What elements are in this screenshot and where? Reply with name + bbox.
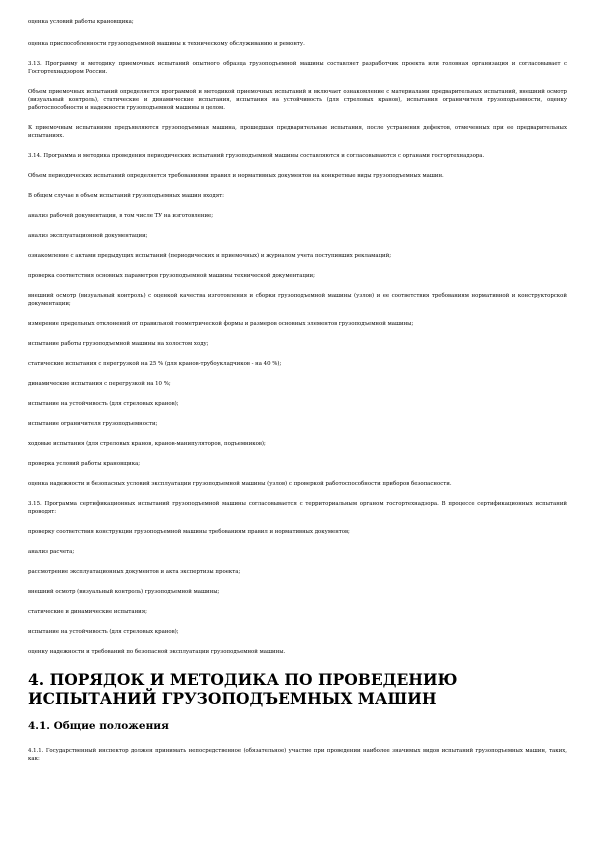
section-heading: 4. ПОРЯДОК И МЕТОДИКА ПО ПРОВЕДЕНИЮ ИСПЫТАНИЙ ГРУЗОПОДЪЕМНЫХ МАШИН (28, 670, 458, 708)
paragraph: проверка условий работы крановщика; (28, 461, 141, 467)
closing-paragraph: 4.1.1. Государственный инспектор должен принимать непосредственное (обязательное) участие при проведении наиболее значимых видов испытаний грузоподъемных машин, таких, как: (28, 748, 567, 762)
paragraph: анализ рабочей документации, в том числе ТУ на изготовление; (28, 213, 214, 219)
paragraph: оценка условий работы крановщика; (28, 19, 134, 25)
paragraph: В общем случае в объем испытаний грузоподъемных машин входят: (28, 193, 224, 199)
paragraph: оценку надежности и требований по безопасной эксплуатации грузоподъемной машины. (28, 649, 286, 655)
paragraph: проверка соответствия основных параметров грузоподъемной машины технической документации; (28, 273, 315, 279)
paragraph: ознакомление с актами предыдущих испытаний (периодических и приемочных) и журналом учета поступивших рекламаций; (28, 253, 392, 259)
paragraph: анализ расчета; (28, 549, 75, 555)
paragraph: 3.14. Программа и методика проведения периодических испытаний грузоподъемной машины составляются и согласовываются с органами госгортехнадзора. (28, 153, 485, 159)
paragraph: проверку соответствия конструкции грузоподъемной машины требованиям правил и нормативных документов; (28, 529, 350, 535)
paragraph: К приемочным испытаниям предъявляются грузоподъемная машина, прошедшая предварительные испытания, после устранения дефектов, отмеченных при ее предварительных испытаниях. (28, 125, 567, 139)
paragraph: оценка надежности и безопасных условий эксплуатации грузоподъемной машины (узлов) с проверкой работоспособности приборов безопасности. (28, 481, 452, 487)
paragraph: испытание работы грузоподъемной машины на холостом ходу; (28, 341, 209, 347)
paragraph: рассмотрение эксплуатационных документов и акта экспертизы проекта; (28, 569, 241, 575)
paragraph: оценка приспособленности грузоподъемной машины к техническому обслуживанию и ремонту. (28, 41, 305, 47)
paragraph: статические и динамические испытания; (28, 609, 147, 615)
paragraph: Объем приемочных испытаний определяется программой и методикой приемочных испытаний и включает ознакомление с материалами предварительных испытаний, внешний осмотр (визуальный контроль), статические и динамические испытания, испытания на устойчивость (для стреловых кранов), испытания ограничителя грузоподъемности, оценку работоспособности и надежности грузоподъемной машины в целом. (28, 89, 567, 111)
paragraph: внешний осмотр (визуальный контроль) грузоподъемной машины; (28, 589, 220, 595)
paragraph: испытание на устойчивость (для стреловых кранов); (28, 629, 179, 635)
paragraph: измерение предельных отклонений от правильной геометрической формы и размеров основных элементов грузоподъемной машины; (28, 321, 414, 327)
paragraph: испытание на устойчивость (для стреловых кранов); (28, 401, 179, 407)
paragraph: Объем периодических испытаний определяется требованиями правил и нормативных документов на конкретные виды грузоподъемных машин. (28, 173, 444, 179)
paragraph: анализ эксплуатационной документации; (28, 233, 148, 239)
paragraph-list (28, 18, 567, 656)
paragraph: статические испытания с перегрузкой на 25 % (для кранов-трубоукладчиков - на 40 %); (28, 361, 282, 367)
paragraph: внешний осмотр (визуальный контроль) с оценкой качества изготовления и сборки грузоподъемной машины (узлов) и ее соответствия требованиям нормативной и конструкторской документации; (28, 293, 567, 307)
paragraph: испытание ограничителя грузоподъемности; (28, 421, 158, 427)
paragraph: 3.15. Программа сертификационных испытаний грузоподъемной машины согласовывается с территориальным органом госгортехнадзора. В процессе сертификационных испытаний проводят: (28, 501, 567, 515)
paragraph: динамические испытания с перегрузкой на 10 %; (28, 381, 171, 387)
paragraph: 3.13. Программу и методику приемочных испытаний опытного образца грузоподъемной машины составляет разработчик проекта или головная организация и согласовывает с Госгортехнадзором России. (28, 61, 567, 75)
subsection-heading: 4.1. Общие положения (28, 720, 169, 732)
paragraph: ходовые испытания (для стреловых кранов, кранов-манипуляторов, подъемников); (28, 441, 266, 447)
